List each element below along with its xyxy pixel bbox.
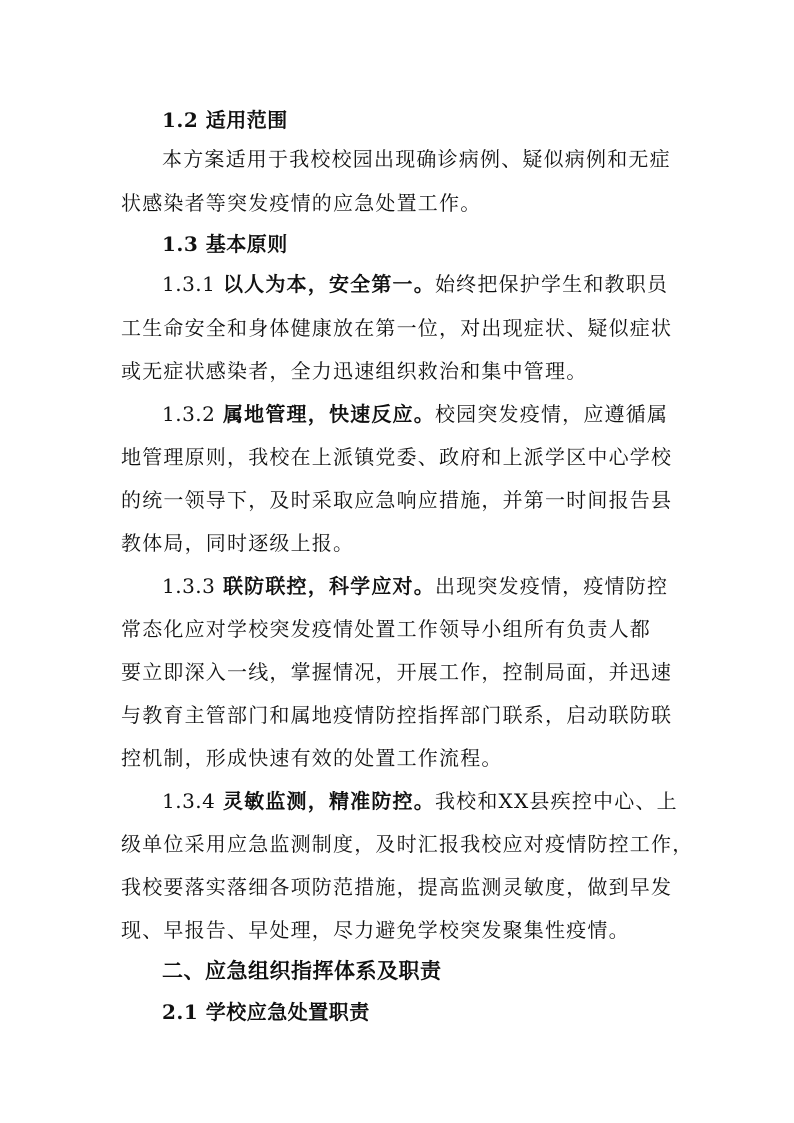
paragraph-1-3-4-line-1: 1.3.4 灵敏监测，精准防控。我校和XX县疾控中心、上 — [162, 789, 678, 813]
paragraph-1-3-2-line-1: 1.3.2 属地管理，快速反应。校园突发疫情，应遵循属 — [162, 402, 669, 426]
paragraph-1-3-4-line-2: 级单位采用应急监测制度，及时汇报我校应对疫情防控工作， — [121, 832, 694, 856]
paragraph-1-3-4-line-4: 现、早报告、早处理，尽力避免学校突发聚集性疫情。 — [121, 918, 630, 942]
key-phrase: 属地管理，快速反应。 — [222, 402, 435, 426]
paragraph-1-3-1-line-3: 或无症状感染者，全力迅速组织救治和集中管理。 — [121, 359, 588, 383]
paragraph-1-3-3-line-4: 与教育主管部门和属地疫情防控指挥部门联系，启动联防联 — [121, 703, 673, 727]
section-heading-1-2: 1.2 适用范围 — [162, 108, 288, 132]
paragraph-1-3-3-line-5: 控机制，形成快速有效的处置工作流程。 — [121, 746, 503, 770]
section-heading-2-1: 2.1 学校应急处置职责 — [162, 1000, 370, 1024]
paragraph-1-3-1-line-2: 工生命安全和身体健康放在第一位，对出现症状、疑似症状 — [121, 316, 673, 340]
paragraph-1-3-2-line-2: 地管理原则，我校在上派镇党委、政府和上派学区中心学校 — [121, 445, 673, 469]
key-phrase: 以人为本，安全第一。 — [222, 272, 435, 296]
paragraph-1-3-3-line-3: 要立即深入一线，掌握情况，开展工作，控制局面，并迅速 — [121, 660, 673, 684]
paragraph-1-3-4-line-3: 我校要落实落细各项防范措施，提高监测灵敏度，做到早发 — [121, 875, 673, 899]
paragraph-1-3-3-line-1: 1.3.3 联防联控，科学应对。出现突发疫情，疫情防控 — [162, 574, 669, 598]
paragraph-1-3-2-line-4: 教体局，同时逐级上报。 — [121, 531, 355, 555]
chapter-heading-2: 二、应急组织指挥体系及职责 — [162, 958, 442, 983]
key-phrase: 灵敏监测，精准防控。 — [222, 789, 435, 813]
section-heading-1-3: 1.3 基本原则 — [162, 232, 288, 256]
paragraph-1-3-3-line-2: 常态化应对学校突发疫情处置工作领导小组所有负责人都 — [121, 617, 651, 641]
paragraph-1-3-2-line-3: 的统一领导下，及时采取应急响应措施，并第一时间报告县 — [121, 488, 673, 512]
paragraph-1-3-1-line-1: 1.3.1 以人为本，安全第一。始终把保护学生和教职员 — [162, 272, 669, 296]
paragraph-1-2-line-1: 本方案适用于我校校园出现确诊病例、疑似病例和无症 — [162, 147, 671, 171]
paragraph-1-2-line-2: 状感染者等突发疫情的应急处置工作。 — [121, 191, 482, 215]
key-phrase: 联防联控，科学应对。 — [222, 574, 435, 598]
